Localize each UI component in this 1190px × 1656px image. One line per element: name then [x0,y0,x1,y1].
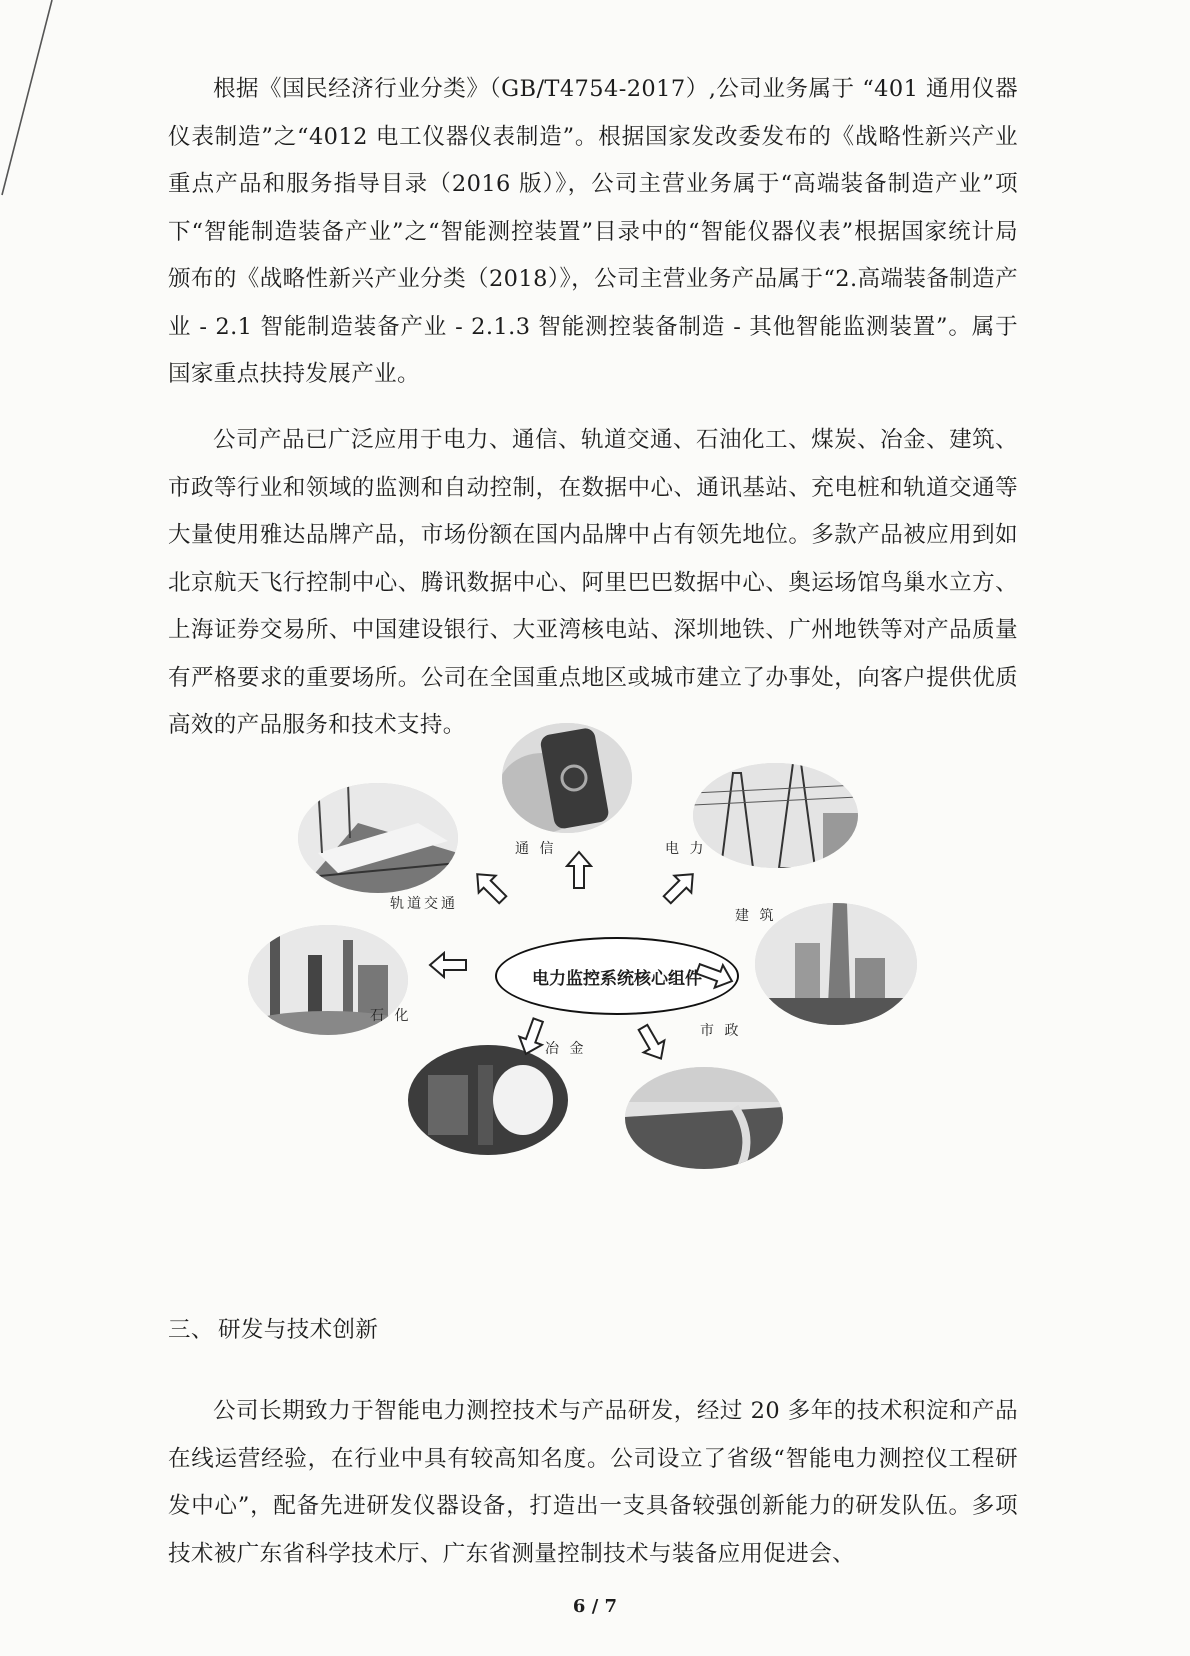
power-photo [693,763,858,868]
label-rail: 轨道交通 [390,896,458,912]
building-photo [755,903,917,1025]
label-metal: 冶 金 [545,1041,587,1057]
arrow-upleft-icon [470,867,510,907]
section-number: 三、 [168,1317,214,1343]
arrow-up-icon [565,850,593,890]
label-power: 电 力 [665,841,707,857]
arrow-downright-icon [632,1023,672,1063]
page-number: 6 / 7 [572,1596,618,1617]
paragraph-applications [168,417,1018,750]
paragraph-text: 根据《国民经济行业分类》（GB/T4754-2017）,公司业务属于 “401 通用仪器仪表制造”之“4012 电工仪器仪表制造”。根据国家发改委发布的《战略性新兴产业重点产品和服务指导目录（2016 版）》，公司主营业务属于“高端装备制造产业”项下“智能制造装备产业”之“智能测控装置”目录中的“智能仪器仪表”根据国家统计局颁布的《战略性新兴产业分类（2018）》，公司主营业务产品属于“2.高端装备制造产业 - 2.1 智能制造装备产业 - 2.1.3 智能测控装备制造 - 其他智能监测装置”。属于国家重点扶持发展产业。 [168,76,1018,387]
telecom-photo [502,723,632,833]
scan-edge-mark [0,0,60,200]
application-diagram [240,755,960,1275]
arrow-left-icon [428,951,468,979]
paragraph-text: 公司产品已广泛应用于电力、通信、轨道交通、石油化工、煤炭、冶金、建筑、市政等行业和领域的监测和自动控制，在数据中心、通讯基站、充电桩和轨道交通等大量使用雅达品牌产品，市场份额在国内品牌中占有领先地位。多款产品被应用到如北京航天飞行控制中心、腾讯数据中心、阿里巴巴数据中心、奥运场馆鸟巢水立方、上海证券交易所、中国建设银行、大亚湾核电站、深圳地铁、广州地铁等对产品质量有严格要求的重要场所。公司在全国重点地区或城市建立了办事处，向客户提供优质高效的产品服务和技术支持。 [168,427,1018,738]
core-component-label: 电力监控系统核心组件 [495,937,739,1015]
arrow-downleft-icon [512,1017,552,1057]
arrow-right-icon [695,960,735,990]
paragraph-industry-classification [168,66,1018,399]
rail-photo [298,783,458,893]
label-municipal: 市 政 [700,1023,742,1039]
section-title: 研发与技术创新 [218,1317,379,1343]
section-heading [168,1312,378,1344]
label-telecom: 通 信 [515,841,557,857]
label-petro: 石 化 [370,1008,412,1024]
paragraph-text: 公司长期致力于智能电力测控技术与产品研发，经过 20 多年的技术积淀和产品在线运营经验，在行业中具有较高知名度。公司设立了省级“智能电力测控仪工程研发中心”，配备先进研发仪器设备，打造出一支具备较强创新能力的研发队伍。多项技术被广东省科学技术厅、广东省测量控制技术与装备应用促进会、 [168,1398,1018,1567]
paragraph-rnd [168,1388,1018,1578]
arrow-upright-icon [660,867,700,907]
metal-photo [408,1045,568,1155]
municipal-photo [625,1067,783,1169]
label-building: 建 筑 [735,908,777,924]
